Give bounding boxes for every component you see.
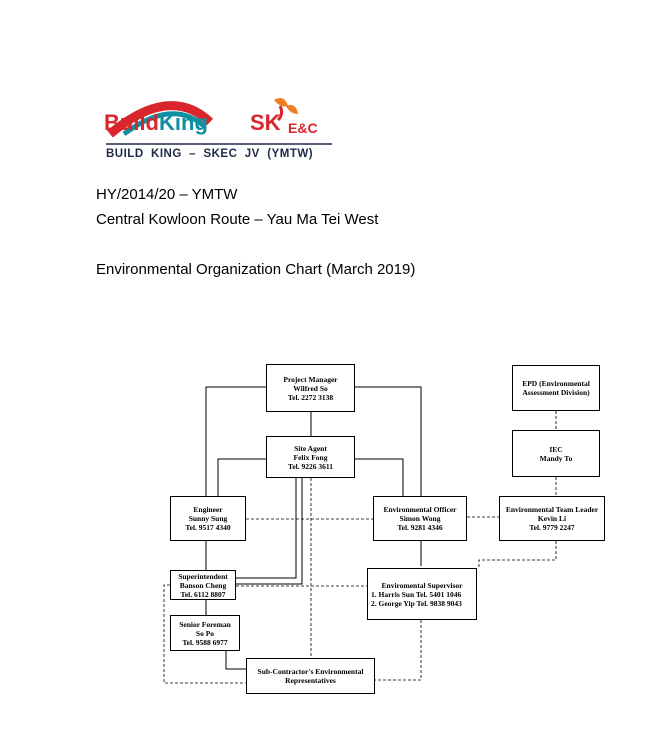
epd-line1: EPD (Environmental (522, 379, 590, 388)
line-pm-eo (355, 387, 421, 496)
etl-tel: Tel. 9779 2247 (529, 523, 575, 532)
box-engineer (170, 496, 246, 541)
sa-tel: Tel. 9226 3611 (288, 461, 333, 471)
eo-name: Simon Wong (399, 514, 441, 523)
line-sa-eo (355, 459, 403, 496)
logo-sk: SK (250, 110, 281, 135)
sub-line2: Representatives (285, 676, 336, 685)
box-site-agent (266, 436, 355, 478)
es-title: Enviromental Supervisor (381, 580, 463, 590)
box-superintendent (170, 570, 236, 600)
box-env-supervisor (367, 568, 477, 620)
eo-tel: Tel. 9281 4346 (397, 523, 443, 532)
box-senior-foreman (170, 615, 240, 651)
box-iec (512, 430, 600, 477)
iec-name: Mandy To (539, 453, 573, 463)
box-env-team-leader (499, 496, 605, 541)
eng-name: Sunny Sung (188, 514, 228, 523)
etl-name: Kevin Li (537, 514, 567, 523)
line-pm-engineer (206, 387, 266, 496)
sup-title: Superintendent (178, 571, 228, 581)
iec-title: IEC (549, 444, 563, 454)
sub-line1: Sub-Contractor's Environmental (257, 667, 364, 676)
box-project-manager (266, 364, 355, 412)
logo-ec: E&C (288, 120, 318, 136)
project-name: Central Kowloon Route – Yau Ma Tei West (96, 211, 379, 228)
sa-title: Site Agent (294, 443, 327, 453)
pm-tel: Tel. 2272 3138 (287, 392, 334, 402)
logo-king: King (159, 110, 208, 135)
box-env-officer (373, 496, 467, 541)
chart-title: Environmental Organization Chart (March 2019) (96, 261, 416, 278)
es-line2: 2. George Yip Tel. 9838 9043 (371, 598, 462, 608)
sf-title: Senior Foreman (179, 619, 231, 629)
eng-tel: Tel. 9517 4340 (185, 523, 231, 532)
line-foreman-sub (226, 651, 246, 669)
sf-tel: Tel. 9588 6977 (182, 637, 228, 647)
sa-name: Felix Fong (293, 452, 328, 462)
dash-es-sub (375, 620, 421, 680)
eo-title: Environmental Officer (383, 505, 457, 514)
box-subcontractor (246, 658, 375, 694)
line-sa-engineer (218, 459, 266, 496)
box-epd (512, 365, 600, 411)
contract-number: HY/2014/20 – YMTW (96, 186, 238, 203)
etl-title: Environmental Team Leader (505, 505, 599, 514)
es-line1: 1. Harris Sun Tel. 5401 1046 (371, 589, 462, 599)
sup-name: Banson Cheng (179, 580, 227, 590)
logo-subtitle: BUILD KING – SKEC JV (YMTW) (106, 148, 314, 160)
logo-build: Build (104, 110, 159, 135)
sup-tel: Tel. 6112 8807 (180, 589, 226, 599)
dash-etl-es (479, 541, 556, 568)
pm-title: Project Manager (283, 374, 338, 384)
eng-title: Engineer (193, 505, 223, 514)
sf-name: So Po (195, 628, 215, 638)
epd-line2: Assessment Division) (522, 388, 590, 397)
pm-name: Wilfred So (293, 383, 328, 393)
